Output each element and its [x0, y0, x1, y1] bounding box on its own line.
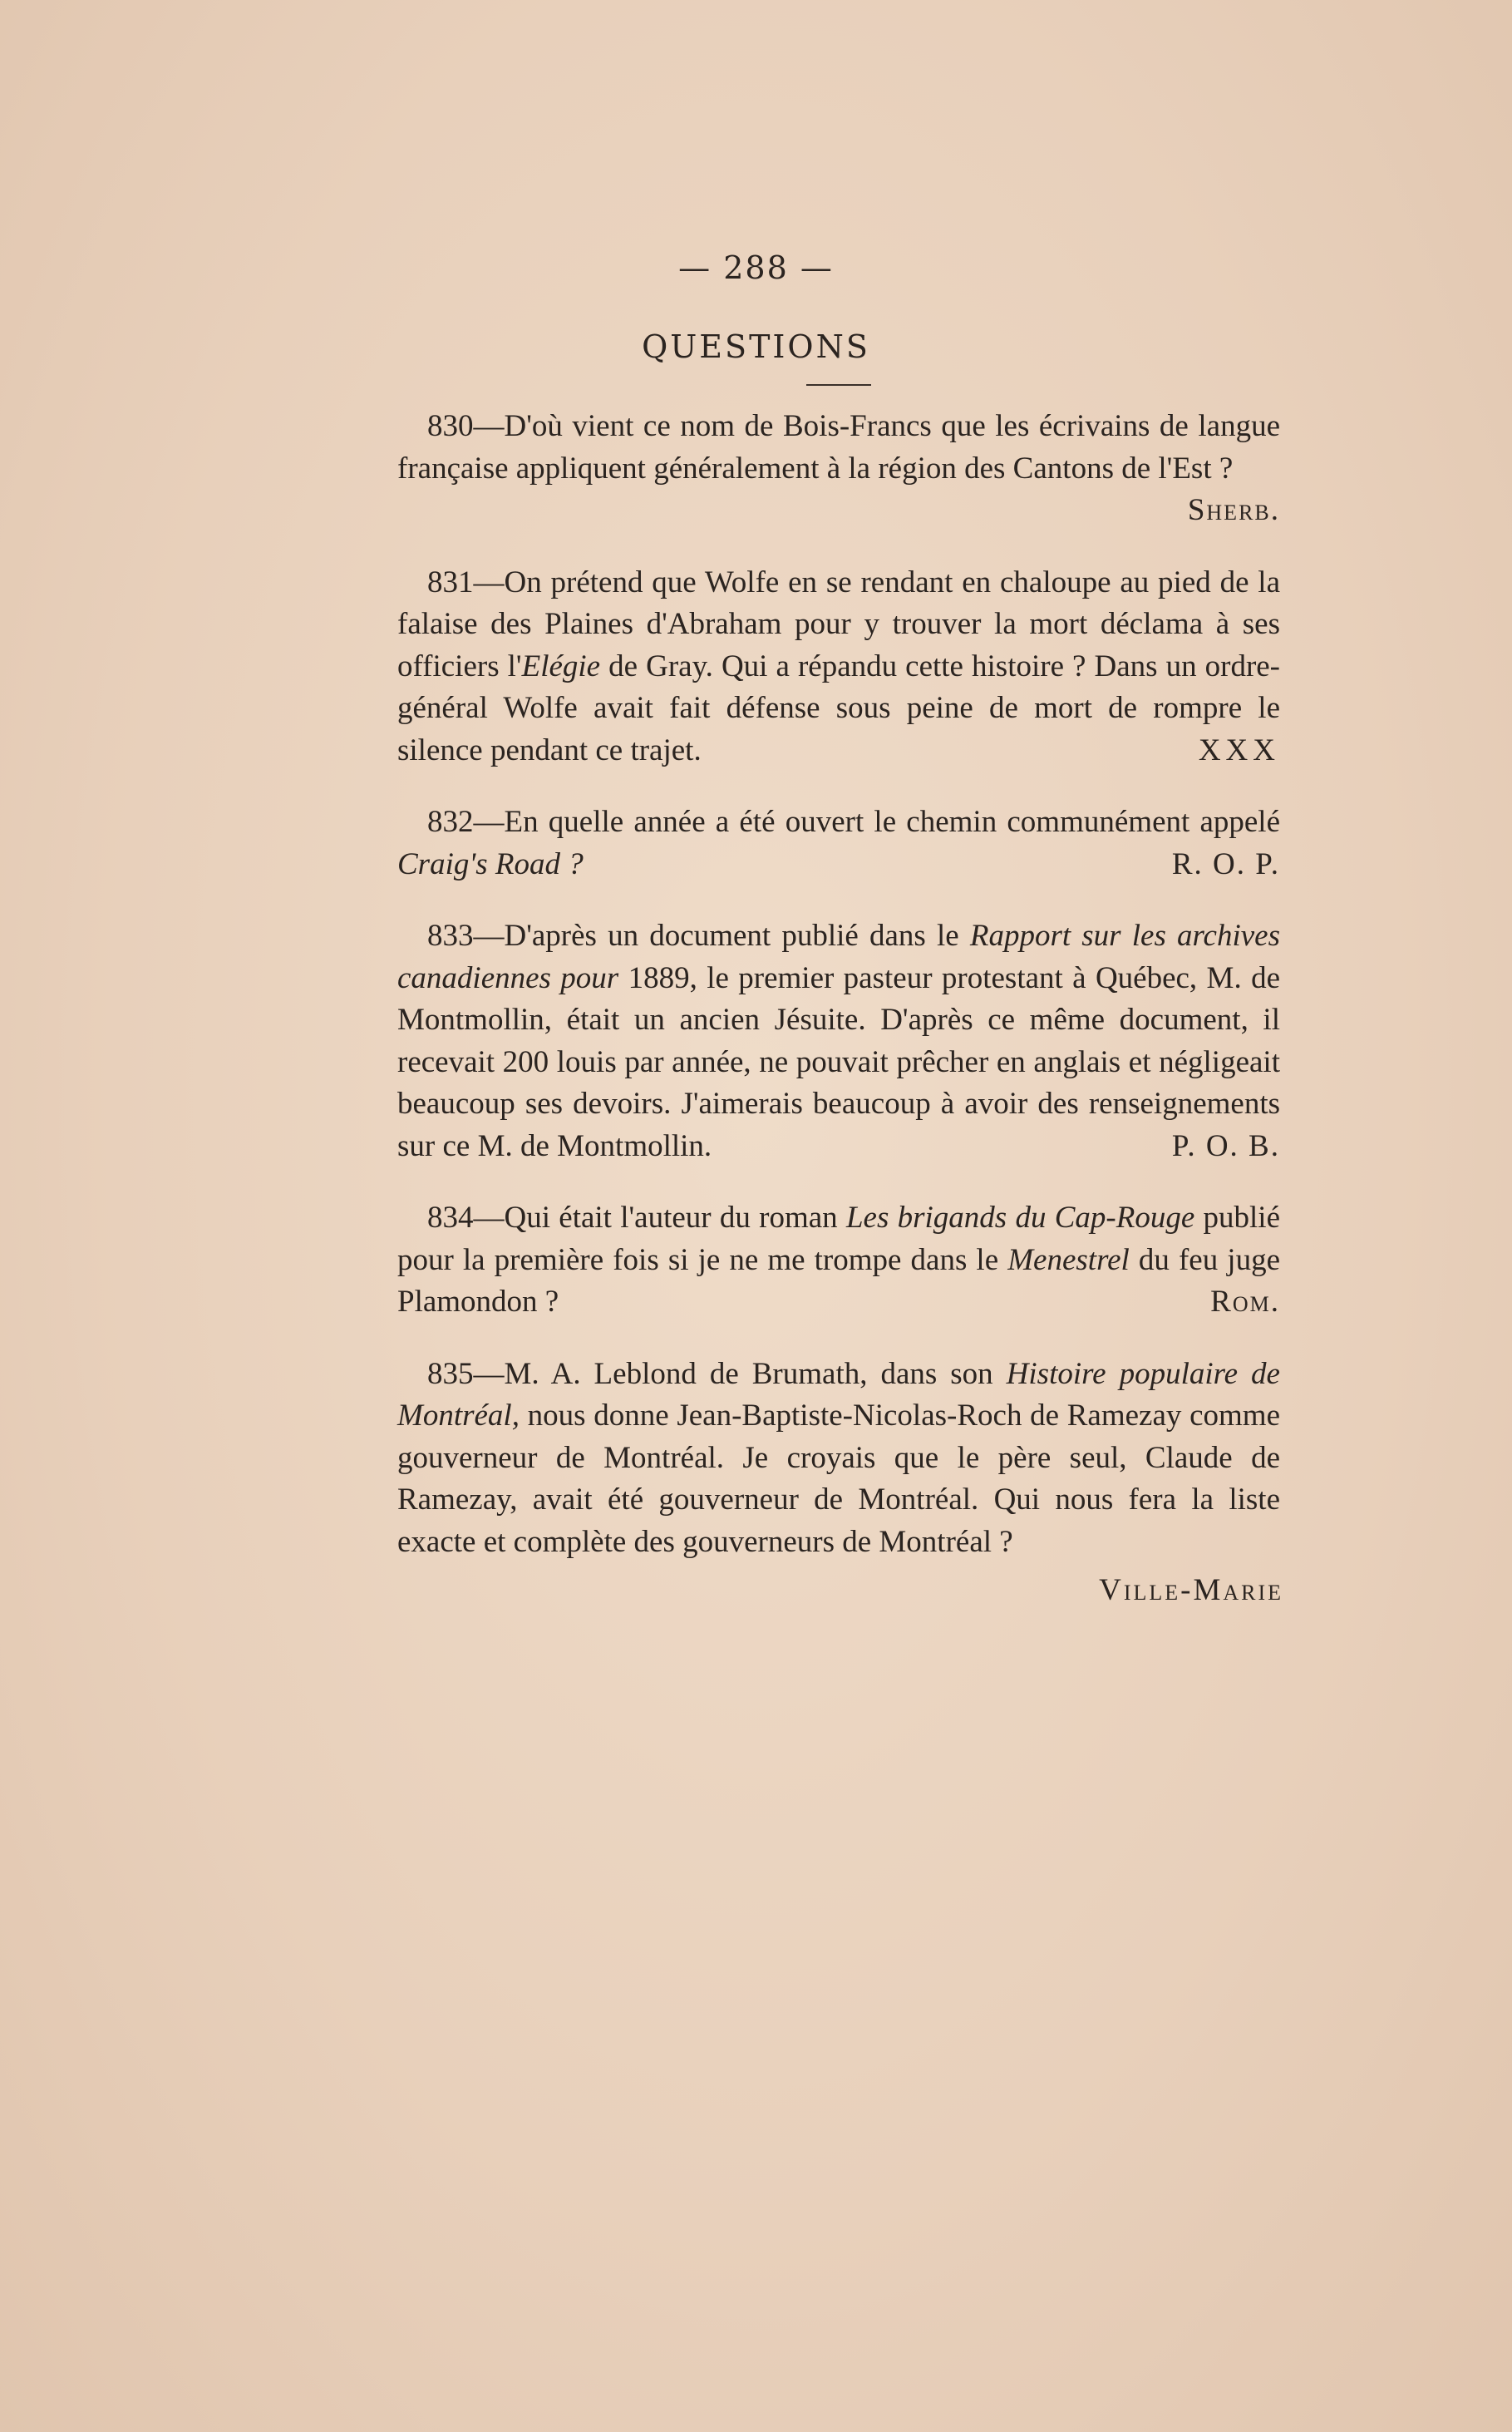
question-830: [397, 406, 1280, 532]
page-number: — 288 —: [678, 249, 834, 286]
question-text-italic: Rapport sur les archives canadiennes pour: [397, 919, 1280, 995]
question-832: [397, 802, 1280, 885]
question-text: M. A. Leblond de Brumath, dans son: [504, 1356, 1007, 1391]
question-text: Qui était l'auteur du roman: [504, 1201, 846, 1235]
question-text: 1889, le premier pasteur protestant à Québec, M. de Montmollin, était un ancien Jésuite. D'après ce même document, il recevait 200 louis par année, ne pouvait prêcher en anglais et négligeait beaucoup ses devoirs. J'aimerais beaucoup à avoir des renseignements sur ce M. de Montmollin.: [397, 960, 1280, 1163]
question-text: de Gray. Qui a répandu cette histoire ? Dans un ordre-général Wolfe avait fait défense sous peine de mort de rompre le silence pendant ce trajet.: [397, 649, 1281, 767]
question-text: nous donne Jean-Baptiste-Nicolas-Roch de Ramezay comme gouverneur de Montréal. Je croyais que le père seul, Claude de Ramezay, avait été gouverneur de Montréal. Qui nous fera la liste exacte et complète des gouverneurs de Montréal ?: [397, 1399, 1280, 1559]
question-number: 835—: [427, 1356, 505, 1391]
question-signature: Sherb.: [1187, 493, 1280, 527]
question-signature: Rom.: [1210, 1285, 1280, 1319]
question-text: D'après un document publié dans le: [504, 919, 970, 953]
question-signature: R. O. P.: [1171, 846, 1280, 881]
section-title: QUESTIONS: [642, 328, 870, 365]
question-text: On prétend que Wolfe en se rendant en chaloupe au pied de la falaise des Plaines d'Abraham pour y trouver la mort déclama à ses officiers l': [397, 565, 1280, 683]
question-text: D'où vient ce nom de Bois-Francs que les écrivains de langue française appliquent généralement à la région des Cantons de l'Est ?: [397, 409, 1280, 486]
question-number: 830—: [427, 409, 505, 443]
question-833: [397, 915, 1280, 1167]
question-signature: P. O. B.: [1171, 1128, 1280, 1163]
question-number: 833—: [427, 919, 505, 953]
question-text: du feu juge Plamondon ?: [397, 1242, 1281, 1319]
question-831: [397, 562, 1280, 772]
question-text-italic: Elégie: [521, 649, 601, 683]
question-number: 834—: [427, 1201, 505, 1235]
question-number: 832—: [427, 805, 505, 839]
question-text: En quelle année a été ouvert le chemin communément appelé: [504, 805, 1280, 839]
question-signature: XXX: [1198, 733, 1280, 767]
question-text-italic: Histoire populaire de Montréal,: [397, 1356, 1280, 1433]
title-rule: [806, 384, 871, 386]
question-text-italic: Menestrel: [1007, 1242, 1130, 1277]
question-text: publié pour la première fois si je ne me trompe dans le: [397, 1201, 1280, 1277]
question-text-italic: Craig's Road ?: [397, 846, 584, 881]
question-834: [397, 1197, 1280, 1324]
question-number: 831—: [427, 565, 505, 599]
question-text-italic: Les brigands du Cap-Rouge: [845, 1201, 1195, 1235]
question-835: [397, 1354, 1283, 1612]
questions-list: [397, 406, 1283, 1642]
question-signature: Ville-Marie: [1099, 1573, 1283, 1607]
